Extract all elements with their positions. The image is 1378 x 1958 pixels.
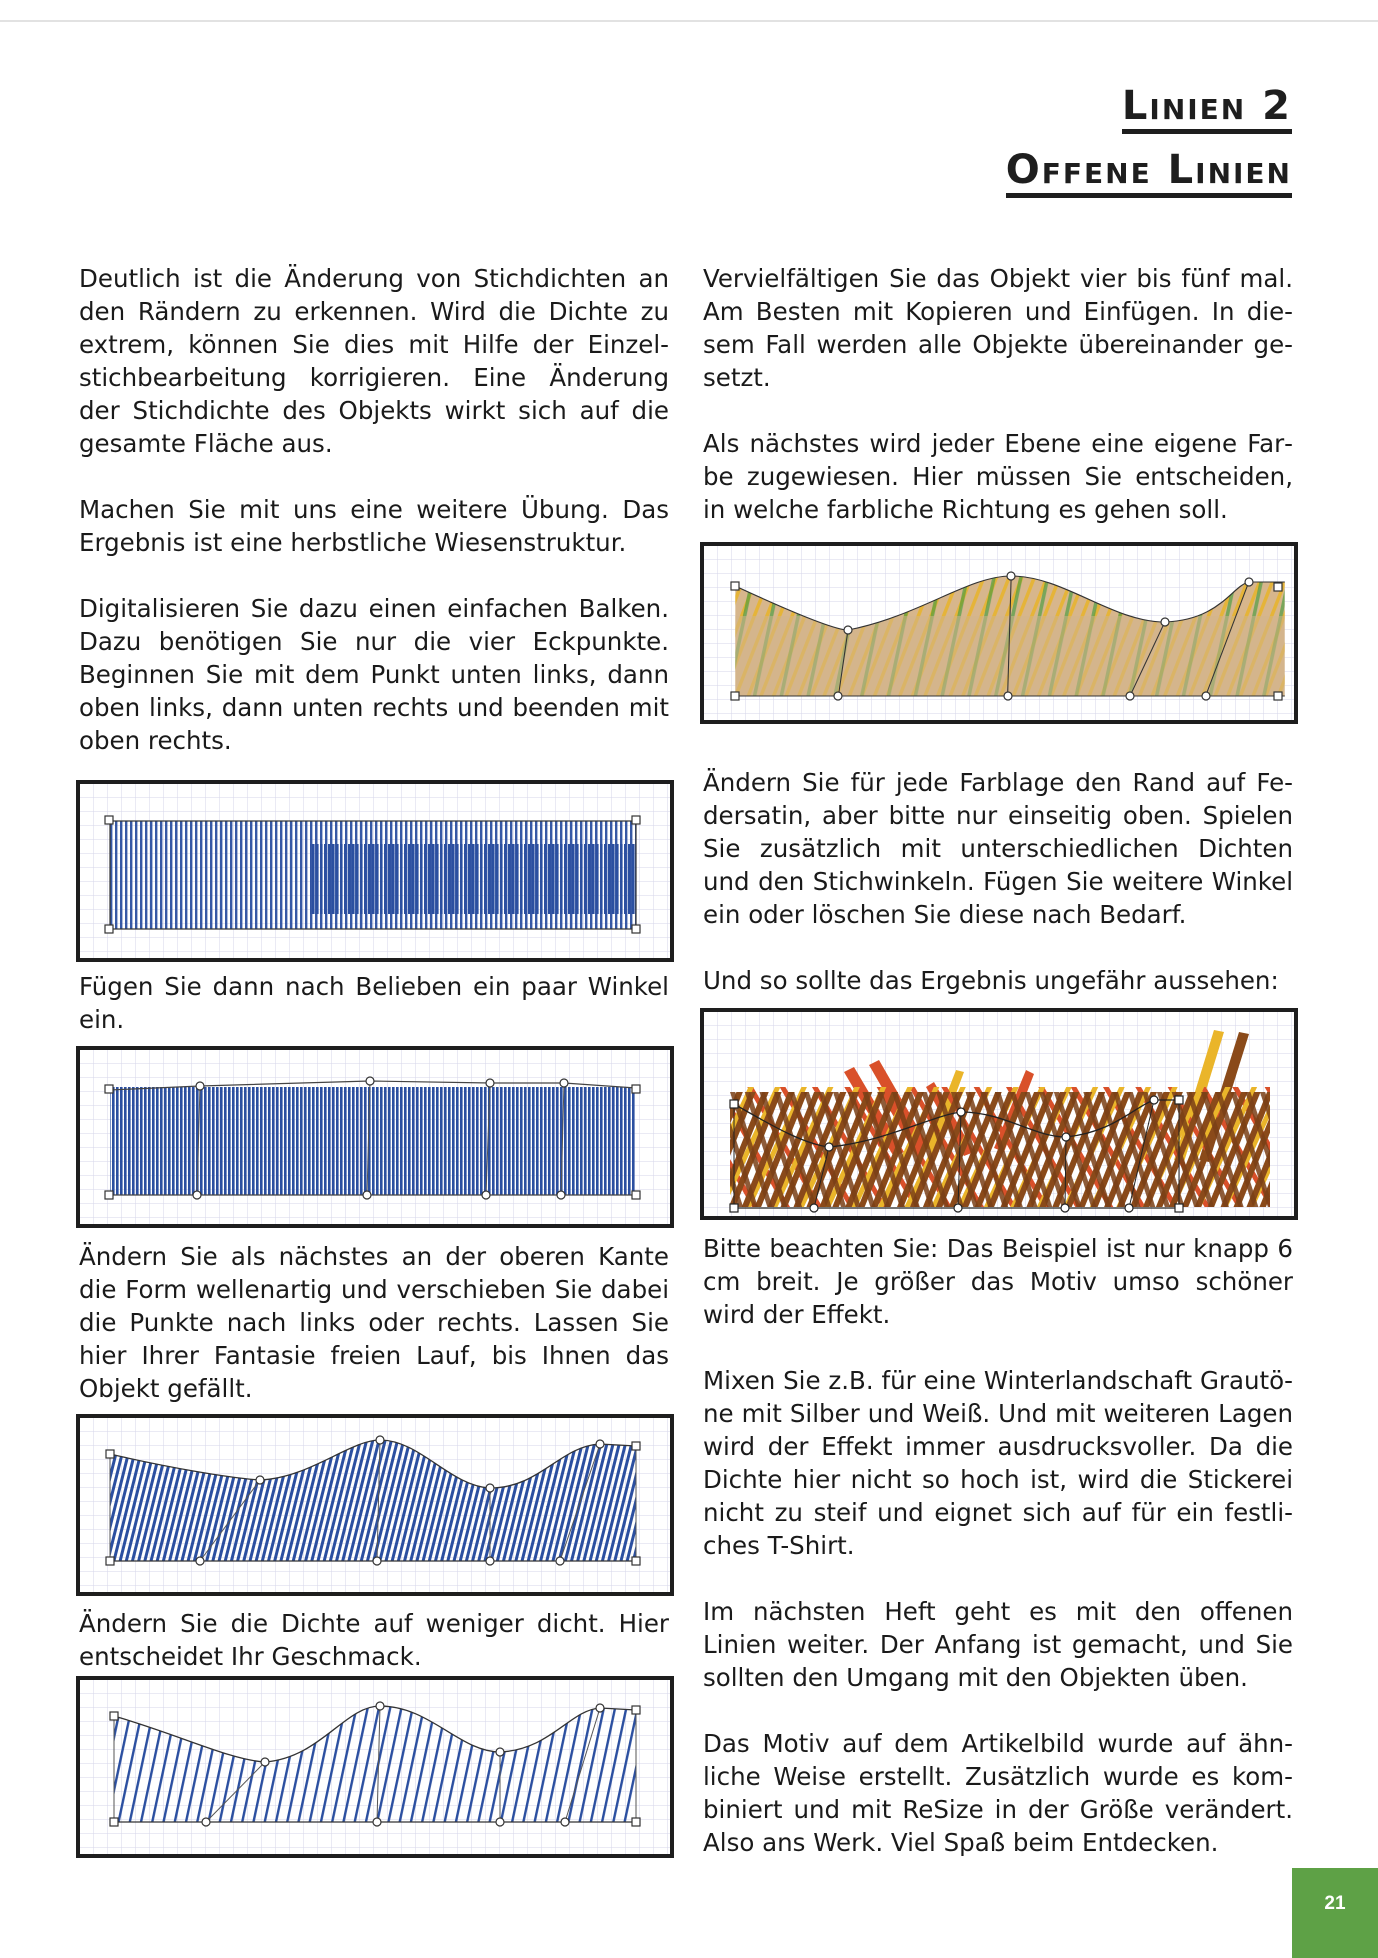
right-column-lower: [703, 1232, 1293, 1859]
figure-colored-layers: [700, 542, 1298, 724]
figure-wavy-bar: [76, 1414, 674, 1596]
page-title: [1006, 74, 1292, 202]
paragraph: Im nächsten Heft geht es mit den offenen Linien weiter. Der Anfang ist gemacht, und Sie sollten den Umgang mit den Objekten üben.: [703, 1597, 1293, 1692]
paragraph: Als nächstes wird jeder Ebene eine eigene Farbe zugewiesen. Hier müssen Sie entscheiden, in welche farbliche Richtung es gehen soll.: [703, 429, 1293, 524]
page-number-badge: [1292, 1868, 1378, 1958]
right-column: [703, 262, 1293, 526]
paragraph: Digitalisieren Sie dazu einen einfachen Balken. Dazu benötigen Sie nur die vier Eckpunkte. Beginnen Sie mit dem Punkt unten links, dann oben links, dann unten rechts und beenden mit oben rechts.: [79, 594, 669, 755]
caption: Ändern Sie die Dichte auf weniger dicht. Hier entscheidet Ihr Geschmack.: [79, 1609, 669, 1671]
title-line-2: Offene Linien: [1006, 147, 1292, 198]
caption: Ändern Sie als nächstes an der oberen Kante die Form wellenartig und verschieben Sie dabei die Punkte nach links oder rechts. Lassen Sie hier Ihrer Fantasie freien Lauf, bis Ihnen das Objekt gefällt.: [79, 1242, 669, 1403]
top-rule: [0, 20, 1378, 22]
paragraph: Und so sollte das Ergebnis ungefähr aussehen:: [703, 966, 1279, 995]
paragraph: Bitte beachten Sie: Das Beispiel ist nur knapp 6 cm breit. Je größer das Motiv umso schöner wird der Effekt.: [703, 1234, 1293, 1329]
page-number: 21: [1324, 1893, 1346, 1914]
figure-wavy-bar-low-density: [76, 1676, 674, 1858]
paragraph: Vervielfältigen Sie das Objekt vier bis fünf mal. Am Besten mit Kopieren und Einfügen. In diesem Fall werden alle Objekte übereinander gesetzt.: [703, 264, 1293, 392]
paragraph: Mixen Sie z.B. für eine Winterlandschaft Grautöne mit Silber und Weiß. Und mit weiteren Lagen wird der Effekt immer ausdrucksvoller. Da die Dichte hier nicht so hoch ist, wird die Stickerei nicht zu steif und eignet sich auf für ein festliches T-Shirt.: [703, 1366, 1293, 1560]
left-column: [79, 262, 669, 757]
paragraph: Ändern Sie für jede Farblage den Rand auf Federsatin, aber bitte nur einseitig oben. Spielen Sie zusätzlich mit unterschiedlichen Dichten und den Stichwinkeln. Fügen Sie weitere Winkel ein oder löschen Sie diese nach Bedarf.: [703, 768, 1293, 929]
paragraph: Das Motiv auf dem Artikelbild wurde auf ähnliche Weise erstellt. Zusätzlich wurde es kombiniert und mit ReSize in der Größe verändert. Also ans Werk. Viel Spaß beim Entdecken.: [703, 1729, 1293, 1857]
caption: Fügen Sie dann nach Belieben ein paar Winkel ein.: [79, 972, 669, 1034]
paragraph: Machen Sie mit uns eine weitere Übung. Das Ergebnis ist eine herbstliche Wiesenstruktur.: [79, 495, 669, 557]
figure-bar-angles: [76, 1046, 674, 1228]
paragraph: Deutlich ist die Änderung von Stichdichten an den Rändern zu erkennen. Wird die Dichte zu extrem, können Sie dies mit Hilfe der Einzelstichbearbeitung korrigieren. Eine Änderung der Stichdichte des Objekts wirkt sich auf die gesamte Fläche aus.: [79, 264, 669, 458]
figure-bar-corners: [76, 780, 674, 962]
figure-result-meadow: [700, 1008, 1298, 1220]
title-line-1: Linien 2: [1122, 83, 1292, 134]
